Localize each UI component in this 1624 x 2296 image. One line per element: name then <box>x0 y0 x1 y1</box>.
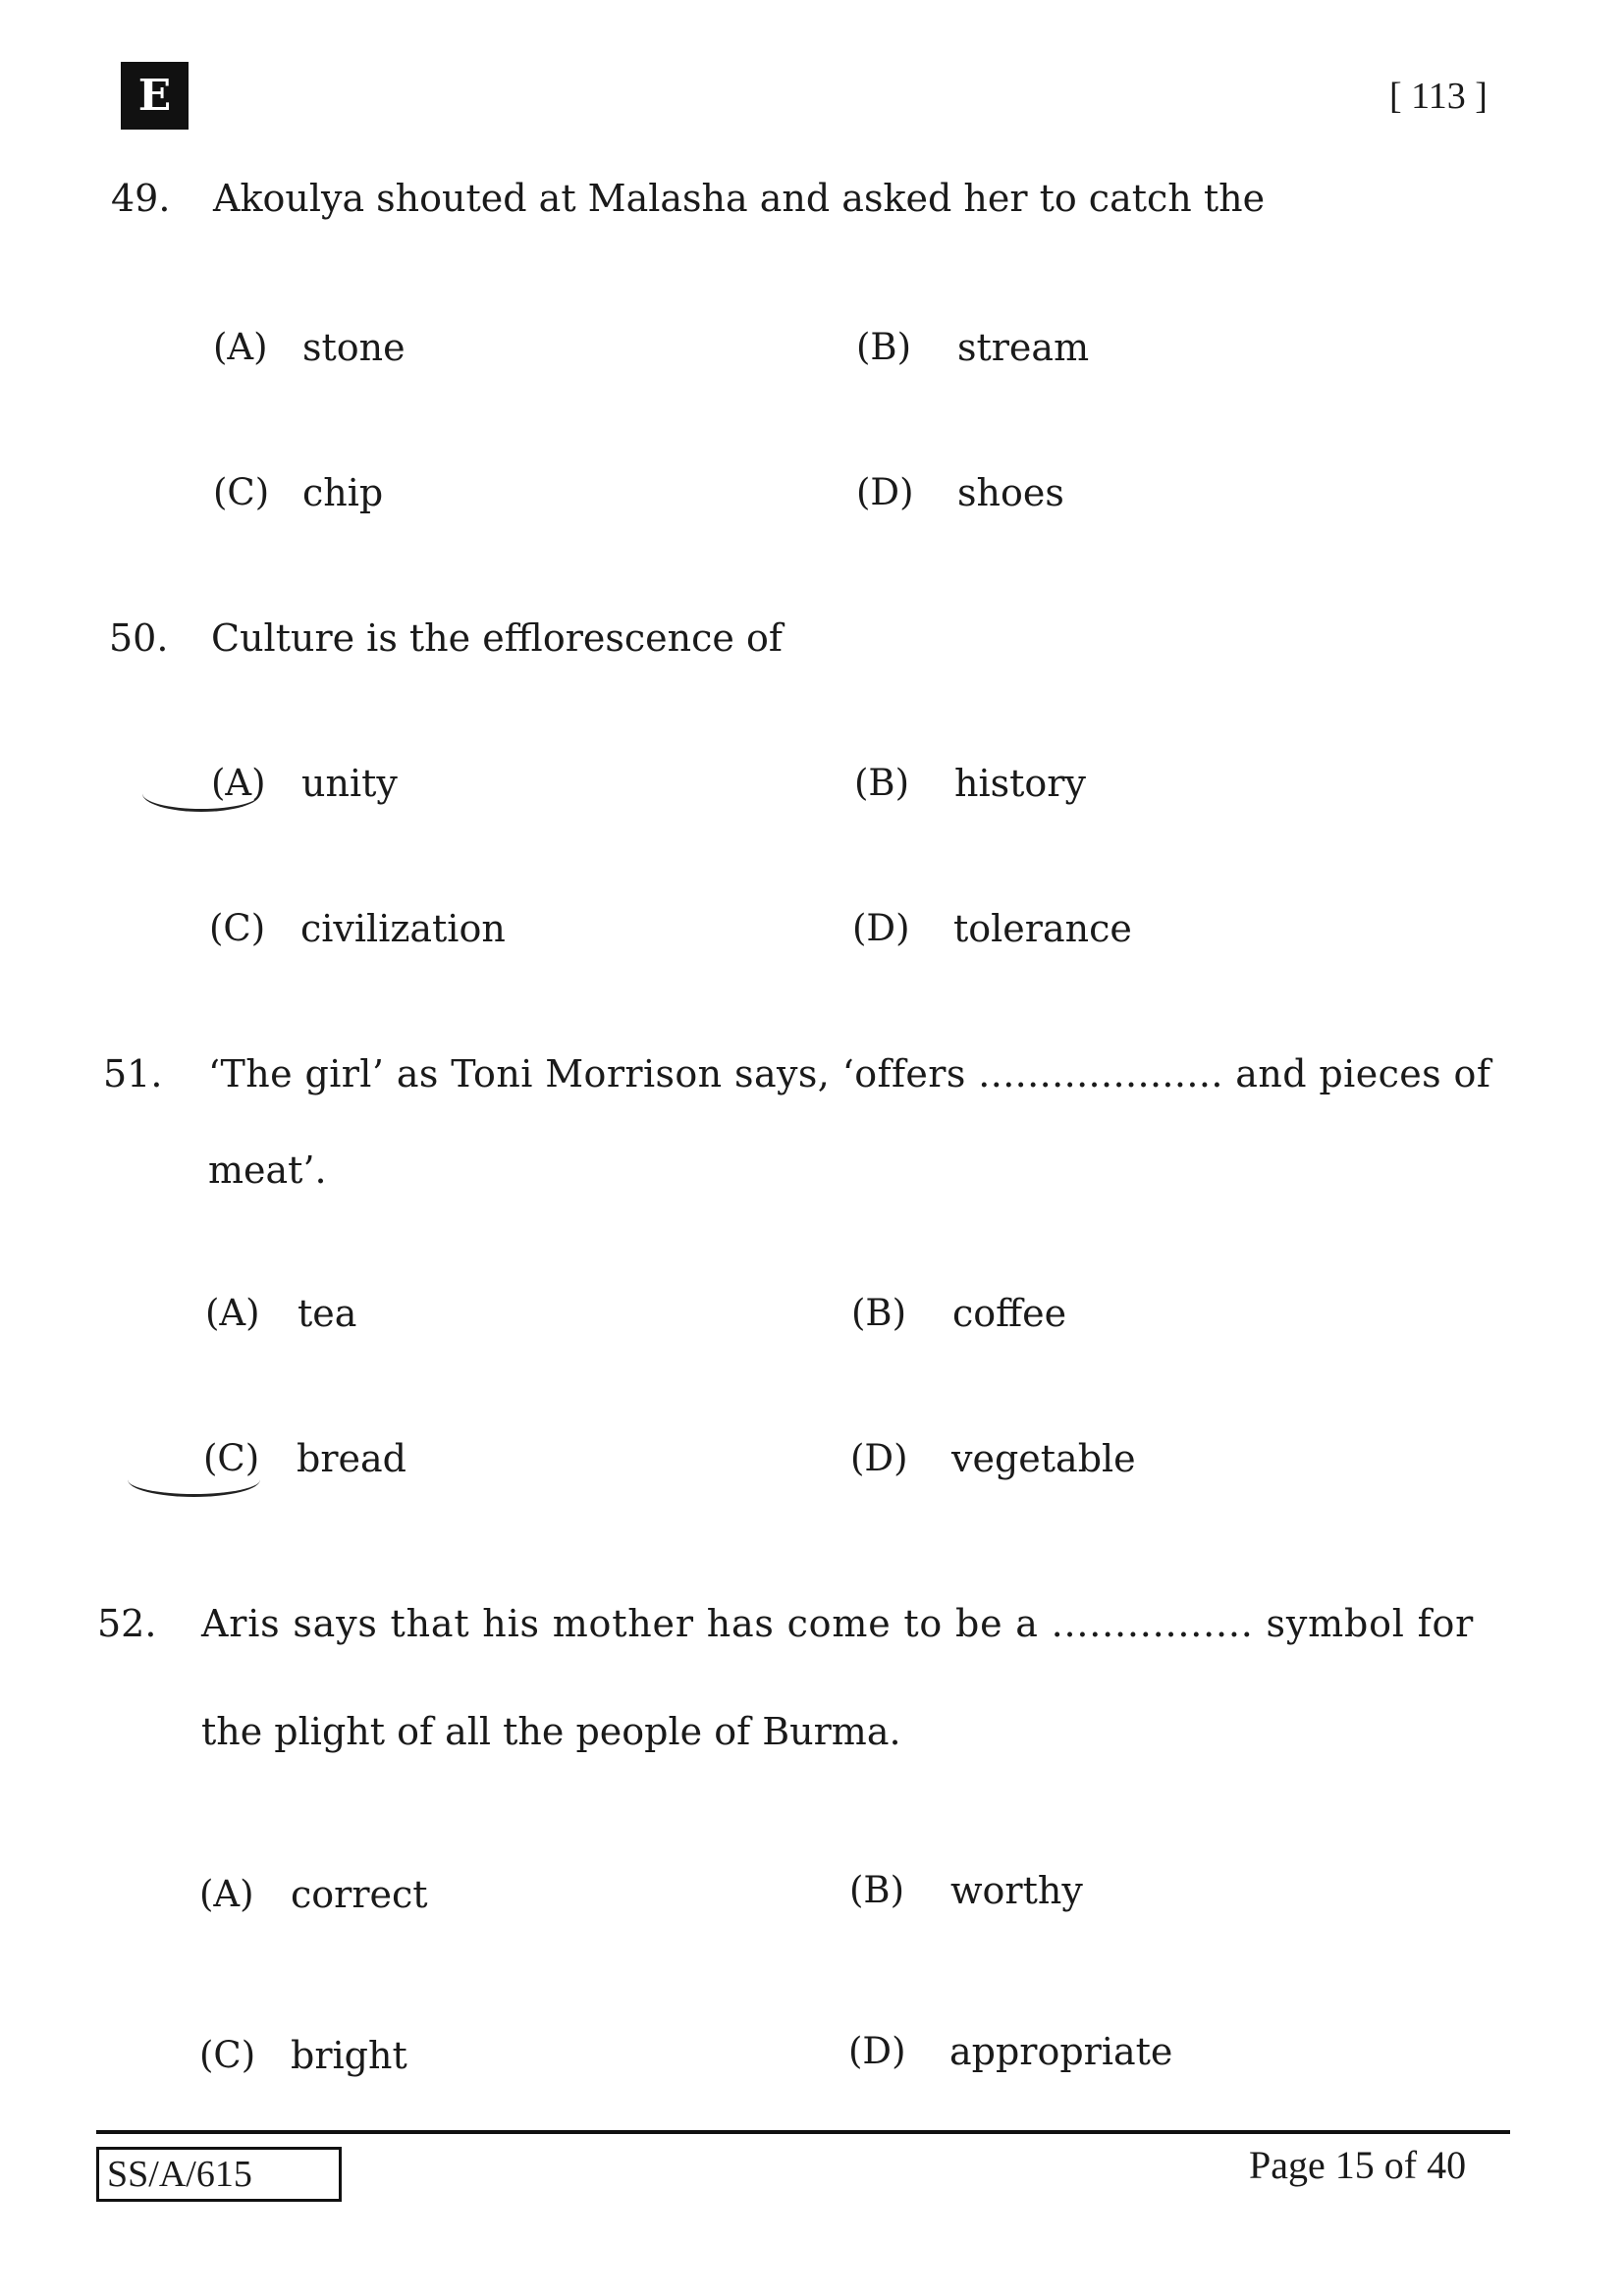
option-label: (A) <box>199 1873 254 1915</box>
question-number: 49. <box>111 177 171 220</box>
option-text: stream <box>957 326 1090 369</box>
option-label: (D) <box>852 907 910 949</box>
page-indicator: Page 15 of 40 <box>1249 2143 1467 2187</box>
option-text: civilization <box>300 907 506 950</box>
option-label: (A) <box>205 1292 260 1334</box>
option-label: (B) <box>849 1869 905 1911</box>
option-label: (D) <box>848 2030 906 2072</box>
option-label: (B) <box>856 326 912 368</box>
option-text: bright <box>291 2034 407 2077</box>
option-label: (C) <box>199 2034 256 2076</box>
handwritten-mark <box>142 775 260 812</box>
option-text: unity <box>301 762 398 805</box>
option-text: worthy <box>950 1869 1083 1912</box>
option-label: (D) <box>856 471 914 513</box>
option-label: (B) <box>854 762 910 804</box>
option-text: coffee <box>952 1292 1067 1335</box>
option-text: chip <box>302 471 384 514</box>
paper-code: SS/A/615 <box>96 2147 342 2202</box>
option-text: correct <box>291 1873 428 1916</box>
page-marks: [ 113 ] <box>1389 76 1488 117</box>
option-text: vegetable <box>951 1437 1136 1480</box>
question-number: 50. <box>109 616 169 660</box>
option-text: appropriate <box>949 2030 1173 2073</box>
question-number: 51. <box>103 1052 163 1095</box>
option-label: (D) <box>850 1437 908 1479</box>
option-text: stone <box>302 326 406 369</box>
option-label: (C) <box>209 907 266 949</box>
question-text-cont: the plight of all the people of Burma. <box>201 1710 901 1753</box>
option-label: (B) <box>851 1292 907 1334</box>
option-label: (A) <box>213 326 268 368</box>
option-text: tea <box>298 1292 357 1335</box>
question-text-cont: meat’. <box>208 1148 327 1192</box>
question-text: Aris says that his mother has come to be a ................ symbol for <box>201 1602 1475 1645</box>
question-text: ‘The girl’ as Toni Morrison says, ‘offers .................... and pieces of <box>208 1052 1491 1095</box>
handwritten-mark <box>128 1463 260 1497</box>
question-number: 52. <box>97 1602 157 1645</box>
section-badge: E <box>121 62 189 130</box>
question-text: Akoulya shouted at Malasha and asked her to catch the <box>213 177 1266 220</box>
question-text: Culture is the efflorescence of <box>211 616 783 660</box>
option-label: (C) <box>203 1437 260 1479</box>
option-label: (C) <box>213 471 270 513</box>
option-text: shoes <box>957 471 1064 514</box>
option-text: bread <box>297 1437 406 1480</box>
option-text: history <box>954 762 1086 805</box>
option-text: tolerance <box>953 907 1132 950</box>
footer-rule <box>96 2130 1510 2134</box>
option-label: (A) <box>211 762 266 804</box>
